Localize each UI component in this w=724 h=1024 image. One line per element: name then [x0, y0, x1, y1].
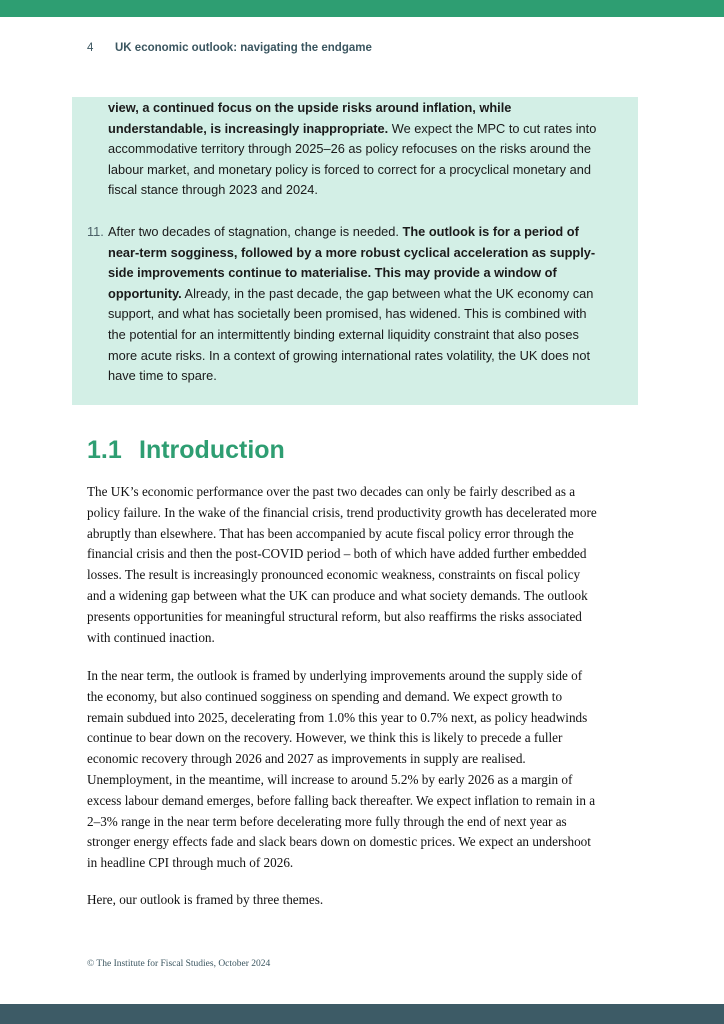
body-line: and a widening gap between what the UK can produce and what society demands. The outlook [87, 587, 588, 603]
p2-line-5: support, and what has societally been promised, has widened. This is combined with [108, 306, 587, 322]
p2-line-6: the potential for an intermittently binding external liquidity constraint that also poses [108, 326, 579, 342]
section-number: 1.1 [87, 436, 122, 464]
p2-line-8: have time to spare. [108, 368, 217, 384]
body-line: abruptly than elsewhere. That has been accompanied by acute fiscal policy error through the [87, 525, 574, 541]
page-number: 4 [87, 42, 94, 54]
p2-tail: Already, in the past decade, the gap between what the UK economy can [181, 285, 594, 301]
body-line: with continued inaction. [87, 629, 215, 645]
p1-bold-line-1: view, a continued focus on the upside risks around inflation, while [108, 100, 512, 115]
top-accent-bar [0, 0, 724, 17]
p2-line-7: more acute risks. In a context of growing international rates volatility, the UK does not [108, 347, 591, 363]
p2-line-1-bold: The outlook is for a period of [398, 224, 579, 239]
p1-line-3: accommodative territory through 2025–26 as policy refocuses on the risks around the [108, 141, 591, 157]
bottom-bar [0, 1004, 724, 1024]
body-line: In the near term, the outlook is framed by underlying improvements around the supply side of [87, 668, 583, 683]
p1-line-5: fiscal stance through 2023 and 2024. [108, 182, 318, 198]
body-line: remain subdued into 2025, decelerating from 1.0% this year to 0.7% next, as policy headwinds [87, 709, 588, 725]
body-line: Unemployment, in the meantime, will increase to around 5.2% by early 2026 as a margin of [87, 771, 573, 787]
p2-bold-line-2: near-term sogginess, followed by a more robust cyclical acceleration as supply- [108, 244, 596, 260]
p2-bold-line-4: opportunity. [108, 285, 182, 301]
body-line: 2–3% range in the near term before decelerating more fully through the end of next year as [87, 813, 567, 829]
body-line: continue to bear down on the recovery. However, we think this is likely to precede a fuller [87, 730, 563, 746]
section-heading [87, 436, 285, 465]
summary-box [72, 97, 638, 405]
p1-line-4: labour market, and monetary policy is forced to correct for a procyclical monetary and [108, 161, 591, 177]
p1-bold-line-2: understandable, is increasingly inappropriate. [108, 120, 389, 136]
p2-line-1-normal: After two decades of stagnation, change is needed. [108, 224, 399, 239]
body-line: excess labour demand emerges, before falling back thereafter. We expect inflation to remain in a [87, 792, 596, 808]
list-number: 11. [87, 224, 104, 239]
footer-copyright: © The Institute for Fiscal Studies, October 2024 [87, 959, 271, 969]
body-line: economic recovery through 2026 and 2027 as improvements in supply are realised. [87, 751, 526, 767]
body-paragraph-2 [87, 666, 617, 874]
summary-paragraph-continued [108, 98, 628, 201]
document-title: UK economic outlook: navigating the endgame [115, 42, 372, 54]
body-line: in headline CPI through much of 2026. [87, 855, 294, 871]
body-paragraph-1 [87, 482, 617, 648]
p1-tail: We expect the MPC to cut rates into [388, 120, 597, 136]
running-header [87, 42, 372, 54]
body-line: the economy, but also continued sogginess on spending and demand. We expect growth to [87, 688, 563, 704]
body-line: losses. The result is increasingly pronounced economic weakness, constraints on fiscal policy [87, 567, 581, 583]
p2-bold-line-3: side improvements continue to materialise. This may provide a window of [108, 265, 557, 281]
body-paragraph-3: Here, our outlook is framed by three themes. [87, 892, 324, 907]
body-line: financial crisis and then the post-COVID period – both of which have added further embedded [87, 546, 587, 562]
body-line: stronger energy effects fade and slack bears down on domestic prices. We expect an undershoot [87, 834, 591, 850]
body-line: The UK’s economic performance over the past two decades can only be fairly described as a [87, 484, 576, 499]
section-title: Introduction [139, 436, 285, 464]
body-line: policy failure. In the wake of the financial crisis, trend productivity growth has decelerated more [87, 504, 597, 520]
body-line: presents opportunities for meaningful structural reform, but also reaffirms the risks associated [87, 608, 582, 624]
summary-paragraph-11 [87, 222, 628, 387]
